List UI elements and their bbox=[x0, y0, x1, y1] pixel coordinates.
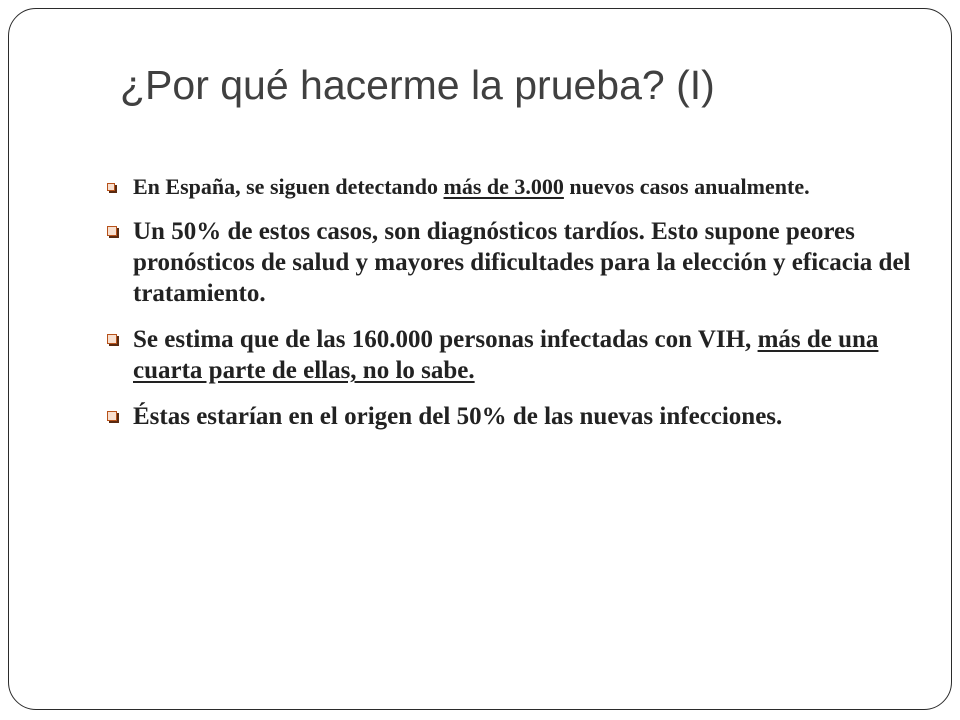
bullet-text: En España, se siguen detectando bbox=[133, 174, 444, 199]
bullet-list bbox=[104, 172, 924, 432]
square-bullet-icon bbox=[107, 183, 115, 191]
square-bullet-icon bbox=[107, 334, 117, 344]
bullet-text: nuevos casos anualmente. bbox=[563, 174, 810, 199]
bullet-highlight: más de una cuarta parte de ellas, no lo sabe. bbox=[133, 326, 879, 384]
bullet-text: Se estima que de las 160.000 personas infectadas con VIH, bbox=[133, 326, 758, 353]
bullet-text: Éstas estarían en el origen del 50% de las nuevas infecciones. bbox=[133, 403, 783, 430]
bullet-item bbox=[104, 401, 924, 432]
bullet-item bbox=[104, 216, 924, 309]
slide-title: ¿Por qué hacerme la prueba? (I) bbox=[120, 62, 715, 108]
bullet-item bbox=[104, 172, 924, 202]
bullet-text: Un 50% de estos casos, son diagnósticos tardíos. Esto supone peores pronósticos de salud y mayores dificultades para la elección y eficacia del tratamiento. bbox=[133, 218, 911, 307]
square-bullet-icon bbox=[107, 226, 117, 236]
bullet-item bbox=[104, 324, 924, 386]
square-bullet-icon bbox=[107, 411, 117, 421]
bullet-highlight: más de 3.000 bbox=[443, 174, 564, 199]
